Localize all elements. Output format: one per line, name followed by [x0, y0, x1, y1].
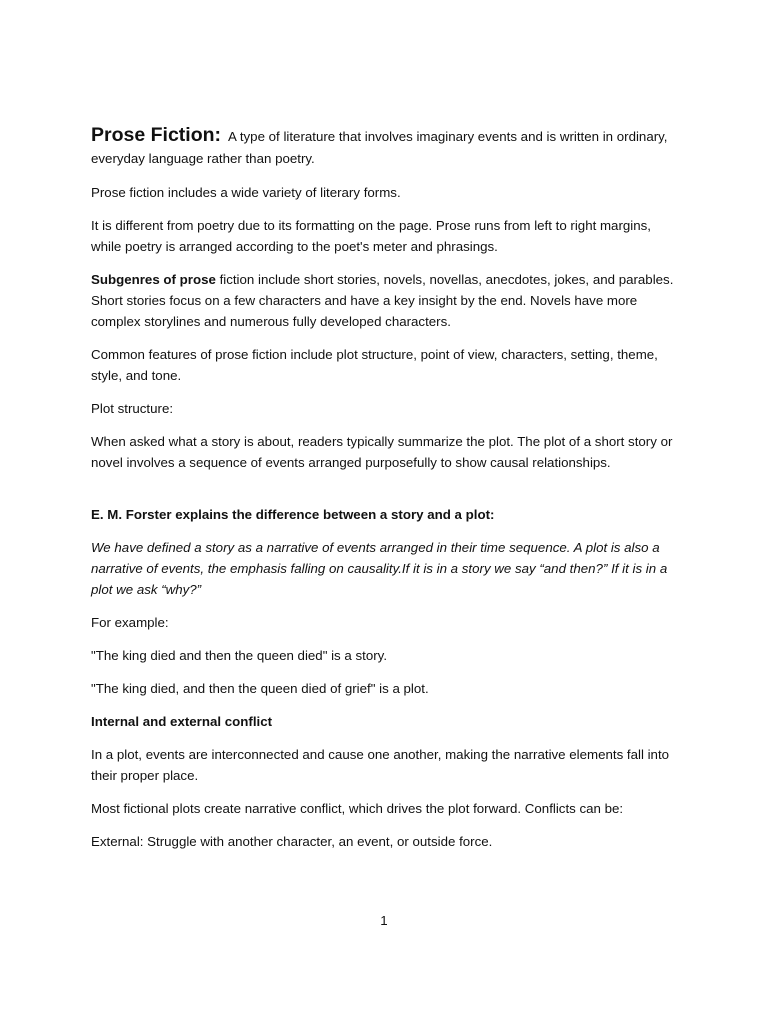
- paragraph-poetry-difference: It is different from poetry due to its formatting on the page. Prose runs from left to right margins, while poetry is arranged according to the poet's meter and phrasings.: [91, 218, 651, 254]
- page-title: Prose Fiction:: [91, 124, 222, 146]
- document-body: [91, 124, 681, 864]
- forster-heading: E. M. Forster explains the difference between a story and a plot:: [91, 507, 495, 522]
- example-plot: "The king died, and then the queen died of grief" is a plot.: [91, 681, 429, 696]
- definition-text: A type of literature that involves imaginary events and is written in ordinary, everyday language rather than poetry.: [91, 129, 668, 166]
- paragraph-common-features: Common features of prose fiction include plot structure, point of view, characters, setting, theme, style, and tone.: [91, 347, 658, 383]
- subgenres-label: Subgenres of prose: [91, 272, 216, 287]
- paragraph-subgenres: [91, 269, 681, 332]
- plot-structure-label: Plot structure:: [91, 401, 174, 416]
- conflict-heading: Internal and external conflict: [91, 714, 273, 729]
- subgenres-text: fiction include short stories, novels, novellas, anecdotes, jokes, and parables. Short stories focus on a few characters and have a key insight by the end. Novels have more complex storylines and numerous fully developed characters.: [91, 272, 674, 329]
- example-label: For example:: [91, 615, 169, 630]
- paragraph-interconnected-events: In a plot, events are interconnected and cause one another, making the narrative elements fall into their proper place.: [91, 747, 670, 783]
- paragraph-literary-forms: Prose fiction includes a wide variety of literary forms.: [91, 185, 401, 200]
- paragraph-external-conflict: External: Struggle with another character, an event, or outside force.: [91, 834, 493, 849]
- definition-paragraph: [91, 124, 681, 170]
- forster-quote: We have defined a story as a narrative of events arranged in their time sequence. A plot is also a narrative of events, the emphasis falling on causality.If it is in a story we say “and then?” If it is in a plot we ask “why?”: [91, 540, 668, 597]
- paragraph-narrative-conflict: Most fictional plots create narrative conflict, which drives the plot forward. Conflicts can be:: [91, 801, 624, 816]
- page-number: 1: [380, 913, 388, 928]
- example-story: "The king died and then the queen died" is a story.: [91, 648, 388, 663]
- paragraph-plot-summary: When asked what a story is about, readers typically summarize the plot. The plot of a short story or novel involves a sequence of events arranged purposefully to show causal relationships.: [91, 434, 673, 470]
